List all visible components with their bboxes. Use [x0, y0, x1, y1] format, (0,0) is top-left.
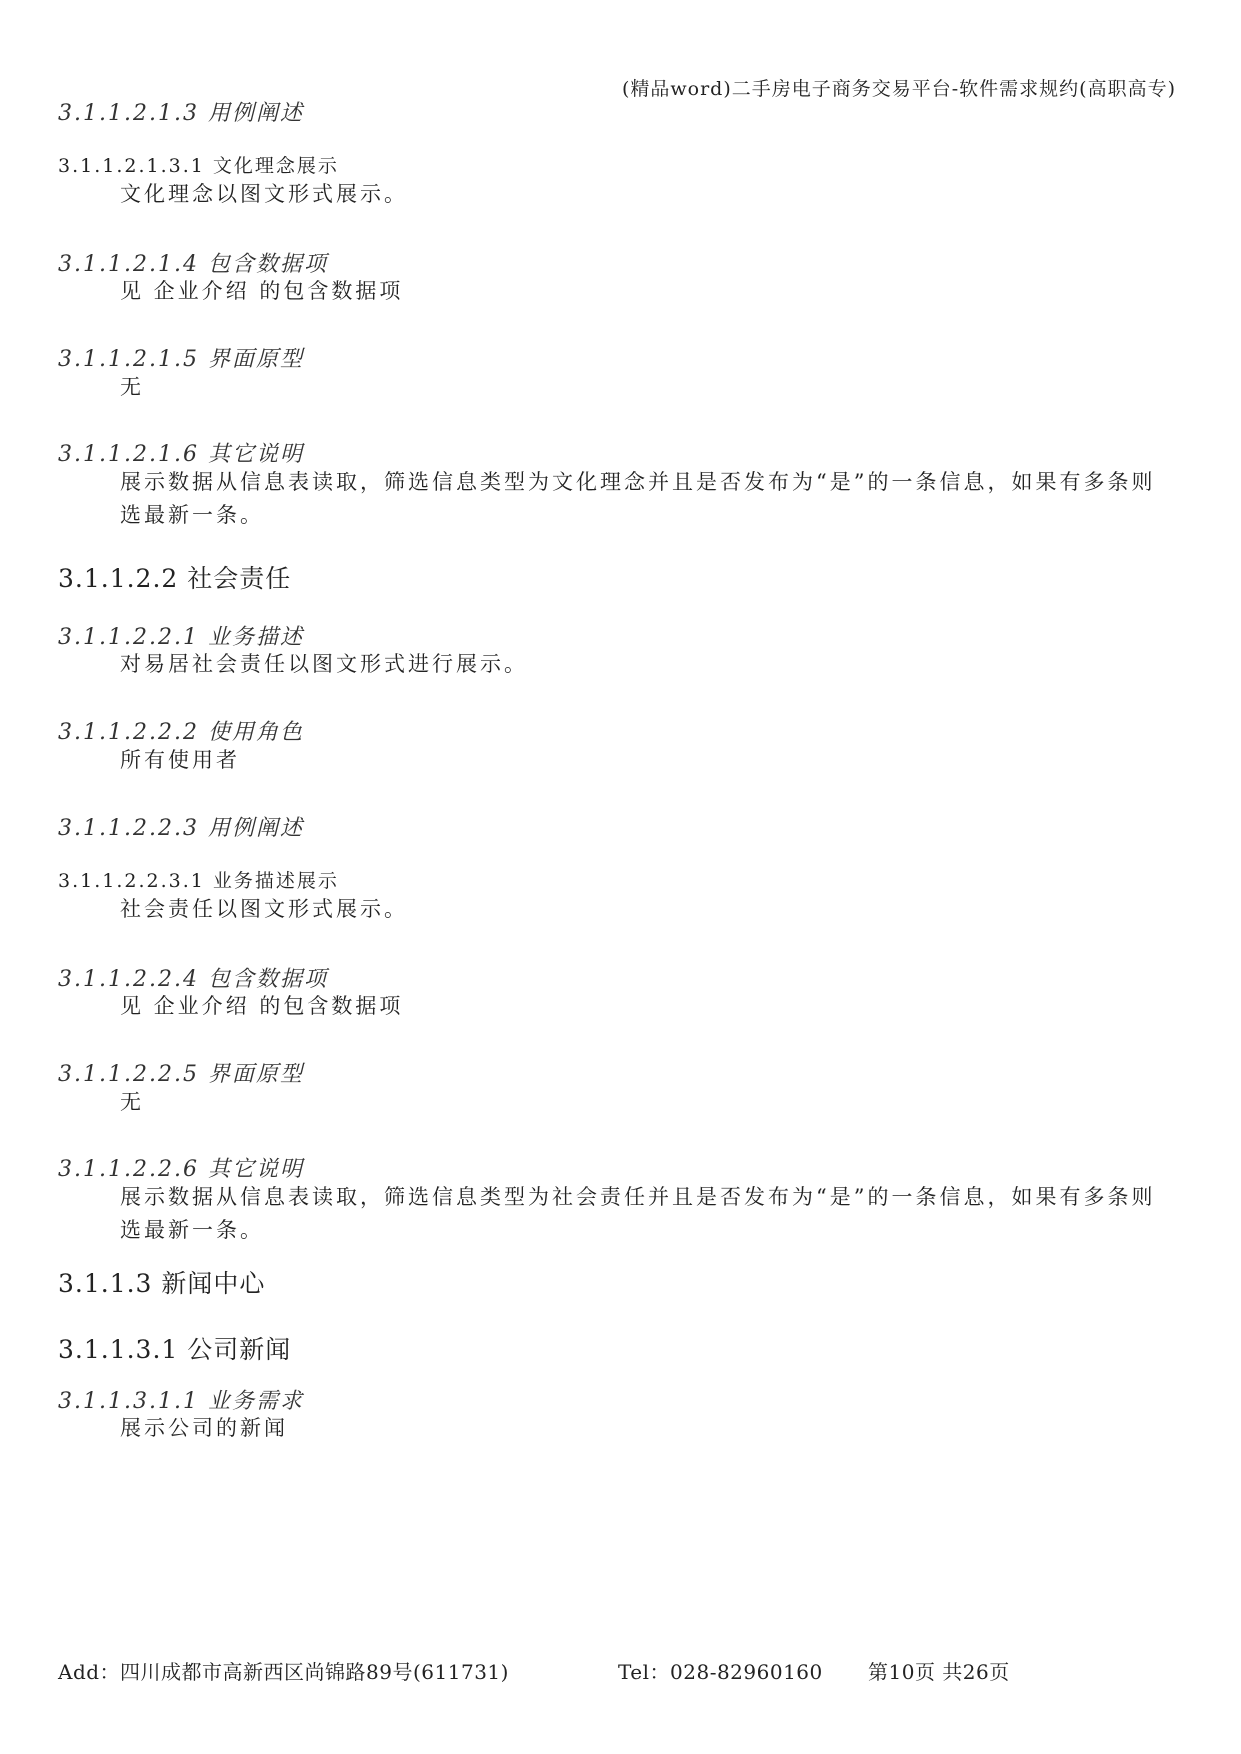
paragraph: 无 — [120, 375, 144, 399]
footer-page-number: 第10页 共26页 — [868, 1660, 1010, 1684]
paragraph: 见 企业介绍 的包含数据项 — [120, 279, 404, 303]
subsection-heading: 3.1.1.2.1.3.1 文化理念展示 — [58, 155, 339, 177]
paragraph: 展示数据从信息表读取，筛选信息类型为文化理念并且是否发布为“是”的一条信息，如果有多条则选最新一条。 — [120, 470, 1156, 527]
section-heading: 3.1.1.2.2.5 界面原型 — [58, 1062, 304, 1087]
footer-address: Add：四川成都市高新西区尚锦路89号(611731) — [58, 1660, 509, 1684]
section-heading: 3.1.1.2.2.3 用例阐述 — [58, 816, 304, 841]
section-heading: 3.1.1.2.2.4 包含数据项 — [58, 967, 328, 992]
paragraph: 所有使用者 — [120, 748, 240, 772]
section-heading: 3.1.1.2.1.5 界面原型 — [58, 347, 304, 372]
paragraph: 展示数据从信息表读取，筛选信息类型为社会责任并且是否发布为“是”的一条信息，如果有多条则选最新一条。 — [120, 1185, 1156, 1242]
section-heading: 3.1.1.2.1.4 包含数据项 — [58, 252, 328, 277]
paragraph: 对易居社会责任以图文形式进行展示。 — [120, 652, 528, 676]
paragraph: 无 — [120, 1090, 144, 1114]
section-heading: 3.1.1.2.2.2 使用角色 — [58, 720, 304, 745]
section-heading: 3.1.1.2.1.6 其它说明 — [58, 442, 304, 467]
page-header: (精品word)二手房电子商务交易平台-软件需求规约(高职高专) — [621, 78, 1176, 100]
paragraph: 展示公司的新闻 — [120, 1416, 288, 1440]
section-heading: 3.1.1.2.2.6 其它说明 — [58, 1157, 304, 1182]
chapter-heading: 3.1.1.2.2 社会责任 — [58, 564, 292, 593]
chapter-heading: 3.1.1.3 新闻中心 — [58, 1269, 266, 1298]
section-heading: 3.1.1.2.1.3 用例阐述 — [58, 101, 304, 126]
footer-tel: Tel：028-82960160 — [618, 1660, 823, 1684]
section-heading: 3.1.1.2.2.1 业务描述 — [58, 625, 304, 650]
section-heading: 3.1.1.3.1.1 业务需求 — [58, 1389, 304, 1414]
paragraph: 文化理念以图文形式展示。 — [120, 182, 408, 206]
paragraph: 社会责任以图文形式展示。 — [120, 897, 408, 921]
subsection-heading: 3.1.1.2.2.3.1 业务描述展示 — [58, 870, 339, 892]
paragraph: 见 企业介绍 的包含数据项 — [120, 994, 404, 1018]
chapter-heading: 3.1.1.3.1 公司新闻 — [58, 1335, 292, 1364]
